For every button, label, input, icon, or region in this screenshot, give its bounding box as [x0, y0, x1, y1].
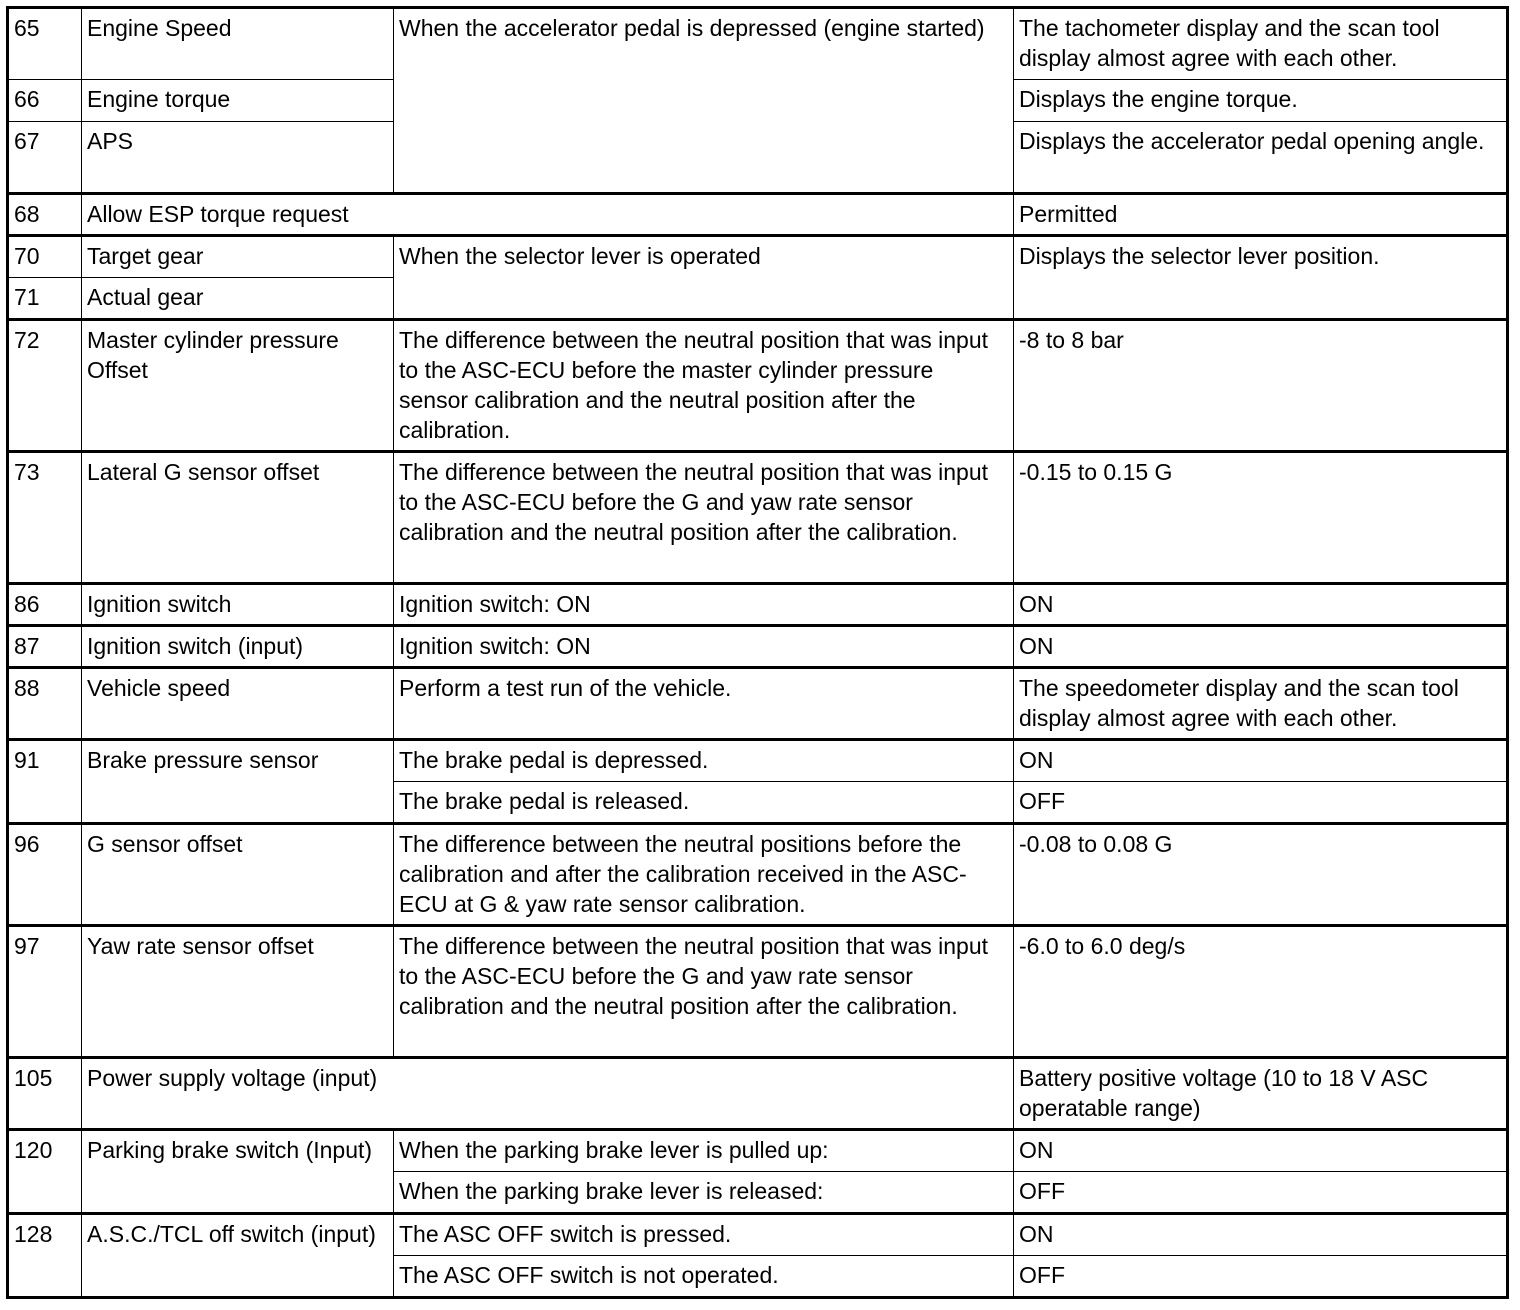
normal-condition: The tachometer display and the scan tool display almost agree with each other.: [1014, 8, 1508, 80]
service-data-table: [6, 6, 1509, 1299]
check-condition: When the accelerator pedal is depressed (engine started): [394, 8, 1014, 194]
table-row: [8, 452, 1508, 584]
check-item: Yaw rate sensor offset: [82, 926, 394, 1058]
item-no: 88: [8, 668, 82, 740]
item-no: 65: [8, 8, 82, 80]
check-item: Master cylinder pressure Offset: [82, 320, 394, 452]
table-row: [8, 1058, 1508, 1130]
check-condition: The difference between the neutral position that was input to the ASC-ECU before the master cylinder pressure sensor calibration and the neutral position after the calibration.: [394, 320, 1014, 452]
item-no: 70: [8, 236, 82, 278]
normal-condition: Displays the engine torque.: [1014, 80, 1508, 122]
check-item: Target gear: [82, 236, 394, 278]
item-no: 72: [8, 320, 82, 452]
normal-condition: Permitted: [1014, 194, 1508, 236]
normal-condition: -6.0 to 6.0 deg/s: [1014, 926, 1508, 1058]
check-item: Parking brake switch (Input): [82, 1130, 394, 1214]
normal-condition: ON: [1014, 584, 1508, 626]
normal-condition: ON: [1014, 1130, 1508, 1172]
table-row: [8, 824, 1508, 926]
table-row: [8, 668, 1508, 740]
normal-condition: ON: [1014, 740, 1508, 782]
check-condition: The difference between the neutral position that was input to the ASC-ECU before the G and yaw rate sensor calibration and the neutral position after the calibration.: [394, 452, 1014, 584]
table-row: [8, 1130, 1508, 1172]
normal-condition: -0.08 to 0.08 G: [1014, 824, 1508, 926]
item-no: 128: [8, 1214, 82, 1298]
table-row: [8, 194, 1508, 236]
item-no: 71: [8, 278, 82, 320]
item-no: 86: [8, 584, 82, 626]
check-item: Actual gear: [82, 278, 394, 320]
check-condition: The ASC OFF switch is pressed.: [394, 1214, 1014, 1256]
item-no: 87: [8, 626, 82, 668]
check-item: Allow ESP torque request: [82, 194, 1014, 236]
table-row: [8, 740, 1508, 782]
table-row: [8, 8, 1508, 80]
check-item: Ignition switch: [82, 584, 394, 626]
item-no: 96: [8, 824, 82, 926]
check-item: G sensor offset: [82, 824, 394, 926]
normal-condition: -0.15 to 0.15 G: [1014, 452, 1508, 584]
item-no: 73: [8, 452, 82, 584]
check-item: A.S.C./TCL off switch (input): [82, 1214, 394, 1298]
check-item: Brake pressure sensor: [82, 740, 394, 824]
check-item: Power supply voltage (input): [82, 1058, 1014, 1130]
item-no: 91: [8, 740, 82, 824]
check-item: Engine torque: [82, 80, 394, 122]
normal-condition: Displays the selector lever position.: [1014, 236, 1508, 320]
check-condition: Perform a test run of the vehicle.: [394, 668, 1014, 740]
item-no: 105: [8, 1058, 82, 1130]
normal-condition: -8 to 8 bar: [1014, 320, 1508, 452]
table-row: [8, 584, 1508, 626]
table-row: [8, 926, 1508, 1058]
normal-condition: Displays the accelerator pedal opening angle.: [1014, 122, 1508, 194]
check-condition: When the selector lever is operated: [394, 236, 1014, 320]
normal-condition: ON: [1014, 626, 1508, 668]
normal-condition: OFF: [1014, 1256, 1508, 1298]
check-condition: The difference between the neutral positions before the calibration and after the calibration received in the ASC-ECU at G & yaw rate sensor calibration.: [394, 824, 1014, 926]
check-item: Ignition switch (input): [82, 626, 394, 668]
check-item: Vehicle speed: [82, 668, 394, 740]
item-no: 67: [8, 122, 82, 194]
normal-condition: OFF: [1014, 782, 1508, 824]
item-no: 68: [8, 194, 82, 236]
check-item: Engine Speed: [82, 8, 394, 80]
table-row: [8, 236, 1508, 278]
normal-condition: ON: [1014, 1214, 1508, 1256]
check-condition: The brake pedal is depressed.: [394, 740, 1014, 782]
check-condition: The brake pedal is released.: [394, 782, 1014, 824]
check-condition: The difference between the neutral position that was input to the ASC-ECU before the G and yaw rate sensor calibration and the neutral position after the calibration.: [394, 926, 1014, 1058]
check-condition: When the parking brake lever is pulled up:: [394, 1130, 1014, 1172]
check-condition: Ignition switch: ON: [394, 626, 1014, 668]
check-condition: The ASC OFF switch is not operated.: [394, 1256, 1014, 1298]
normal-condition: The speedometer display and the scan tool display almost agree with each other.: [1014, 668, 1508, 740]
check-item: APS: [82, 122, 394, 194]
item-no: 66: [8, 80, 82, 122]
item-no: 97: [8, 926, 82, 1058]
normal-condition: Battery positive voltage (10 to 18 V ASC operatable range): [1014, 1058, 1508, 1130]
check-item: Lateral G sensor offset: [82, 452, 394, 584]
table-row: [8, 626, 1508, 668]
check-condition: Ignition switch: ON: [394, 584, 1014, 626]
item-no: 120: [8, 1130, 82, 1214]
check-condition: When the parking brake lever is released:: [394, 1172, 1014, 1214]
normal-condition: OFF: [1014, 1172, 1508, 1214]
table-row: [8, 1214, 1508, 1256]
table-row: [8, 320, 1508, 452]
